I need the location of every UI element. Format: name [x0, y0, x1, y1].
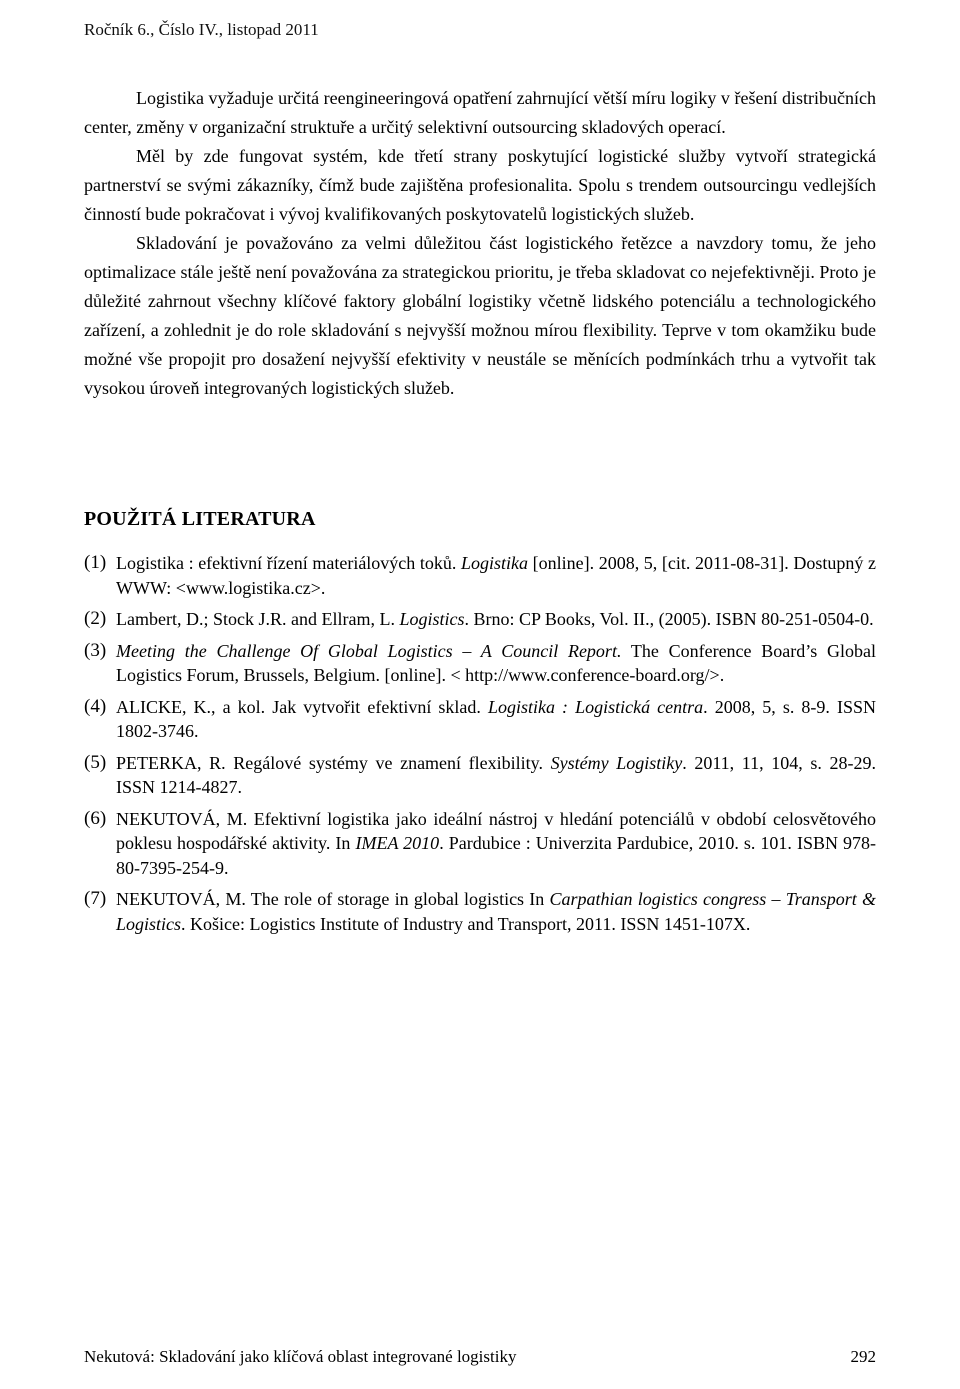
reference-text: Meeting the Challenge Of Global Logistics – A Council Report. The Conference Board’s Global Logistics Forum, Brussels, Belgium. [online]. < http://www.conference-board.org/>.	[116, 640, 877, 685]
reference-text: NEKUTOVÁ, M. The role of storage in global logistics In Carpathian logistics congress – Transport & Logistics. Košice: Logistics Institute of Industry and Transport, 2011. ISSN 1451-107X.	[116, 889, 876, 934]
reference-item	[84, 639, 876, 688]
reference-item	[84, 807, 876, 881]
reference-text: PETERKA, R. Regálové systémy ve znamení flexibility. Systémy Logistiky. 2011, 11, 104, s. 28-29. ISSN 1214-4827.	[116, 752, 876, 797]
reference-item	[84, 751, 876, 800]
page-number: 292	[850, 1347, 876, 1366]
reference-text: Lambert, D.; Stock J.R. and Ellram, L. Logistics. Brno: CP Books, Vol. II., (2005). ISBN 80-251-0504-0.	[116, 609, 874, 629]
reference-item	[84, 695, 876, 744]
article-body	[84, 84, 876, 403]
reference-item	[84, 551, 876, 600]
reference-text: Logistika : efektivní řízení materiálových toků. Logistika [online]. 2008, 5, [cit. 2011-08-31]. Dostupný z WWW: <www.logistika.cz>.	[116, 553, 876, 598]
reference-number: (7)	[84, 888, 107, 909]
paragraph: Skladování je považováno za velmi důležitou část logistického řetězce a navzdory tomu, že jeho optimalizace stále ještě není považována za strategickou prioritu, je třeba skladovat co nejefektivněji. Proto je důležité zahrnout všechny klíčové faktory globální logistiky včetně lidského potenciálu a technologického zařízení, a zohlednit je do role skladování s nejvyšší možnou mírou flexibility. Teprve v tom okamžiku bude možné vše propojit pro dosažení nejvyšší efektivity v neustále se měnících podmínkách trhu a vytvořit tak vysokou úroveň integrovaných logistických služeb.	[84, 233, 876, 398]
reference-number: (6)	[84, 807, 107, 829]
reference-number: (2)	[84, 608, 107, 629]
paragraph: Měl by zde fungovat systém, kde třetí strany poskytující logistické služby vytvoří strategická partnerství se svými zákazníky, čímž bude zajištěna profesionalita. Spolu s trendem outsourcingu vedlejších činností bude pokračovat i vývoj kvalifikovaných poskytovatelů logistických služeb.	[84, 146, 876, 224]
reference-item	[84, 887, 876, 936]
reference-number: (5)	[84, 751, 107, 773]
reference-number: (1)	[84, 552, 107, 573]
reference-number: (3)	[84, 639, 107, 661]
reference-list	[84, 551, 876, 943]
running-header: Ročník 6., Číslo IV., listopad 2011	[84, 20, 319, 39]
page-footer	[84, 1347, 876, 1367]
reference-text: ALICKE, K., a kol. Jak vytvořit efektivní sklad. Logistika : Logistická centra. 2008, 5, s. 8-9. ISSN 1802-3746.	[116, 696, 876, 741]
reference-item	[84, 607, 876, 632]
paragraph: Logistika vyžaduje určitá reengineeringová opatření zahrnující větší míru logiky v řešení distribučních center, změny v organizační struktuře a určitý selektivní outsourcing skladových operací.	[84, 88, 876, 137]
reference-text: NEKUTOVÁ, M. Efektivní logistika jako ideální nástroj v hledání potenciálů v období celosvětového poklesu hospodářské aktivity. In IMEA 2010. Pardubice : Univerzita Pardubice, 2010. s. 101. ISBN 978-80-7395-254-9.	[116, 808, 877, 878]
footer-title: Nekutová: Skladování jako klíčová oblast integrované logistiky	[84, 1347, 517, 1366]
references-heading: POUŽITÁ LITERATURA	[84, 508, 316, 530]
reference-number: (4)	[84, 695, 107, 717]
